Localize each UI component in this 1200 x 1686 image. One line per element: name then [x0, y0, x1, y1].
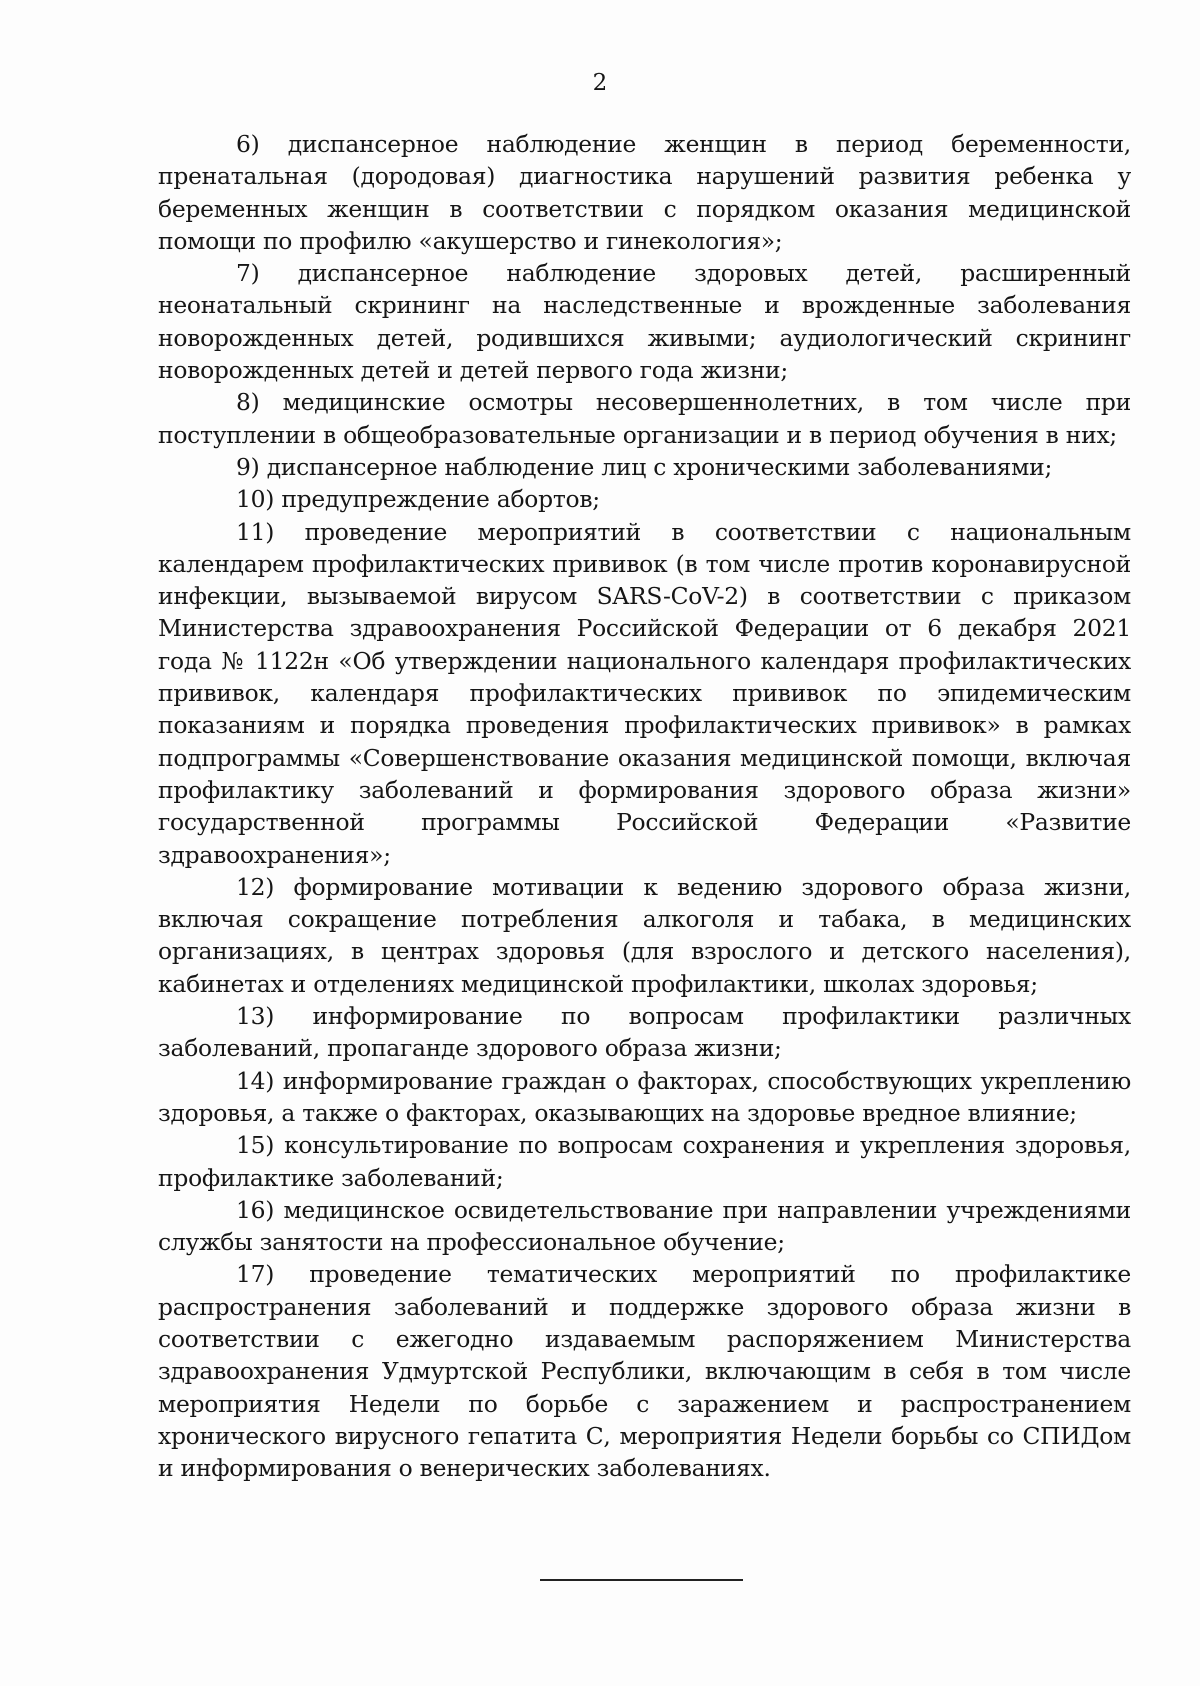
- list-item-14: 14) информирование граждан о факторах, способствующих укреплению здоровья, а также о факторах, оказывающих на здоровье вредное влияние;: [158, 1066, 1131, 1127]
- list-item-9: 9) диспансерное наблюдение лиц с хроническими заболеваниями;: [236, 452, 1053, 481]
- list-item-7: 7) диспансерное наблюдение здоровых детей, расширенный неонатальный скрининг на наследственные и врожденные заболевания новорожденных детей, родившихся живыми; аудиологический скрининг новорожденных детей и детей первого года жизни;: [158, 259, 1131, 385]
- end-separator-line: [540, 1579, 743, 1581]
- page-number: 2: [592, 70, 608, 96]
- list-item-6: 6) диспансерное наблюдение женщин в период беременности, пренатальная (дородовая) диагностика нарушений развития ребенка у беременных женщин в соответствии с порядком оказания медицинской помощи по профилю «акушерство и гинекология»;: [158, 130, 1131, 255]
- document-body: [158, 128, 1131, 1484]
- list-item-11: 11) проведение мероприятий в соответствии с национальным календарем профилактических прививок (в том числе против коронавирусной инфекции, вызываемой вирусом SARS-CoV-2) в соответствии с приказом Министерства здравоохранения Российской Федерации от 6 декабря 2021 года № 1122н «Об утверждении национального календаря профилактических прививок, календаря профилактических прививок по эпидемическим показаниям и порядка проведения профилактических прививок» в рамках подпрограммы «Совершенствование оказания медицинской помощи, включая профилактику заболеваний и формирования здорового образа жизни» государственной программы Российской Федерации «Развитие здравоохранения»;: [158, 517, 1131, 869]
- list-item-13: 13) информирование по вопросам профилактики различных заболеваний, пропаганде здорового образа жизни;: [158, 1002, 1131, 1063]
- list-item-8: 8) медицинские осмотры несовершеннолетних, в том числе при поступлении в общеобразовательные организации и в период обучения в них;: [158, 388, 1131, 449]
- list-item-15: 15) консультирование по вопросам сохранения и укрепления здоровья, профилактике заболеваний;: [158, 1131, 1131, 1192]
- list-item-17: 17) проведение тематических мероприятий по профилактике распространения заболеваний и поддержке здорового образа жизни в соответствии с ежегодно издаваемым распоряжением Министерства здравоохранения Удмуртской Республики, включающим в себя в том числе мероприятия Недели по борьбе с заражением и распространением хронического вирусного гепатита С, мероприятия Недели борьбы со СПИДом и информирования о венерических заболеваниях.: [158, 1260, 1131, 1483]
- list-item-10: 10) предупреждение абортов;: [236, 485, 600, 514]
- list-item-16: 16) медицинское освидетельствование при направлении учреждениями службы занятости на профессиональное обучение;: [158, 1195, 1131, 1257]
- list-item-12: 12) формирование мотивации к ведению здорового образа жизни, включая сокращение потребления алкоголя и табака, в медицинских организациях, в центрах здоровья (для взрослого и детского населения), кабинетах и отделениях медицинской профилактики, школах здоровья;: [158, 872, 1131, 998]
